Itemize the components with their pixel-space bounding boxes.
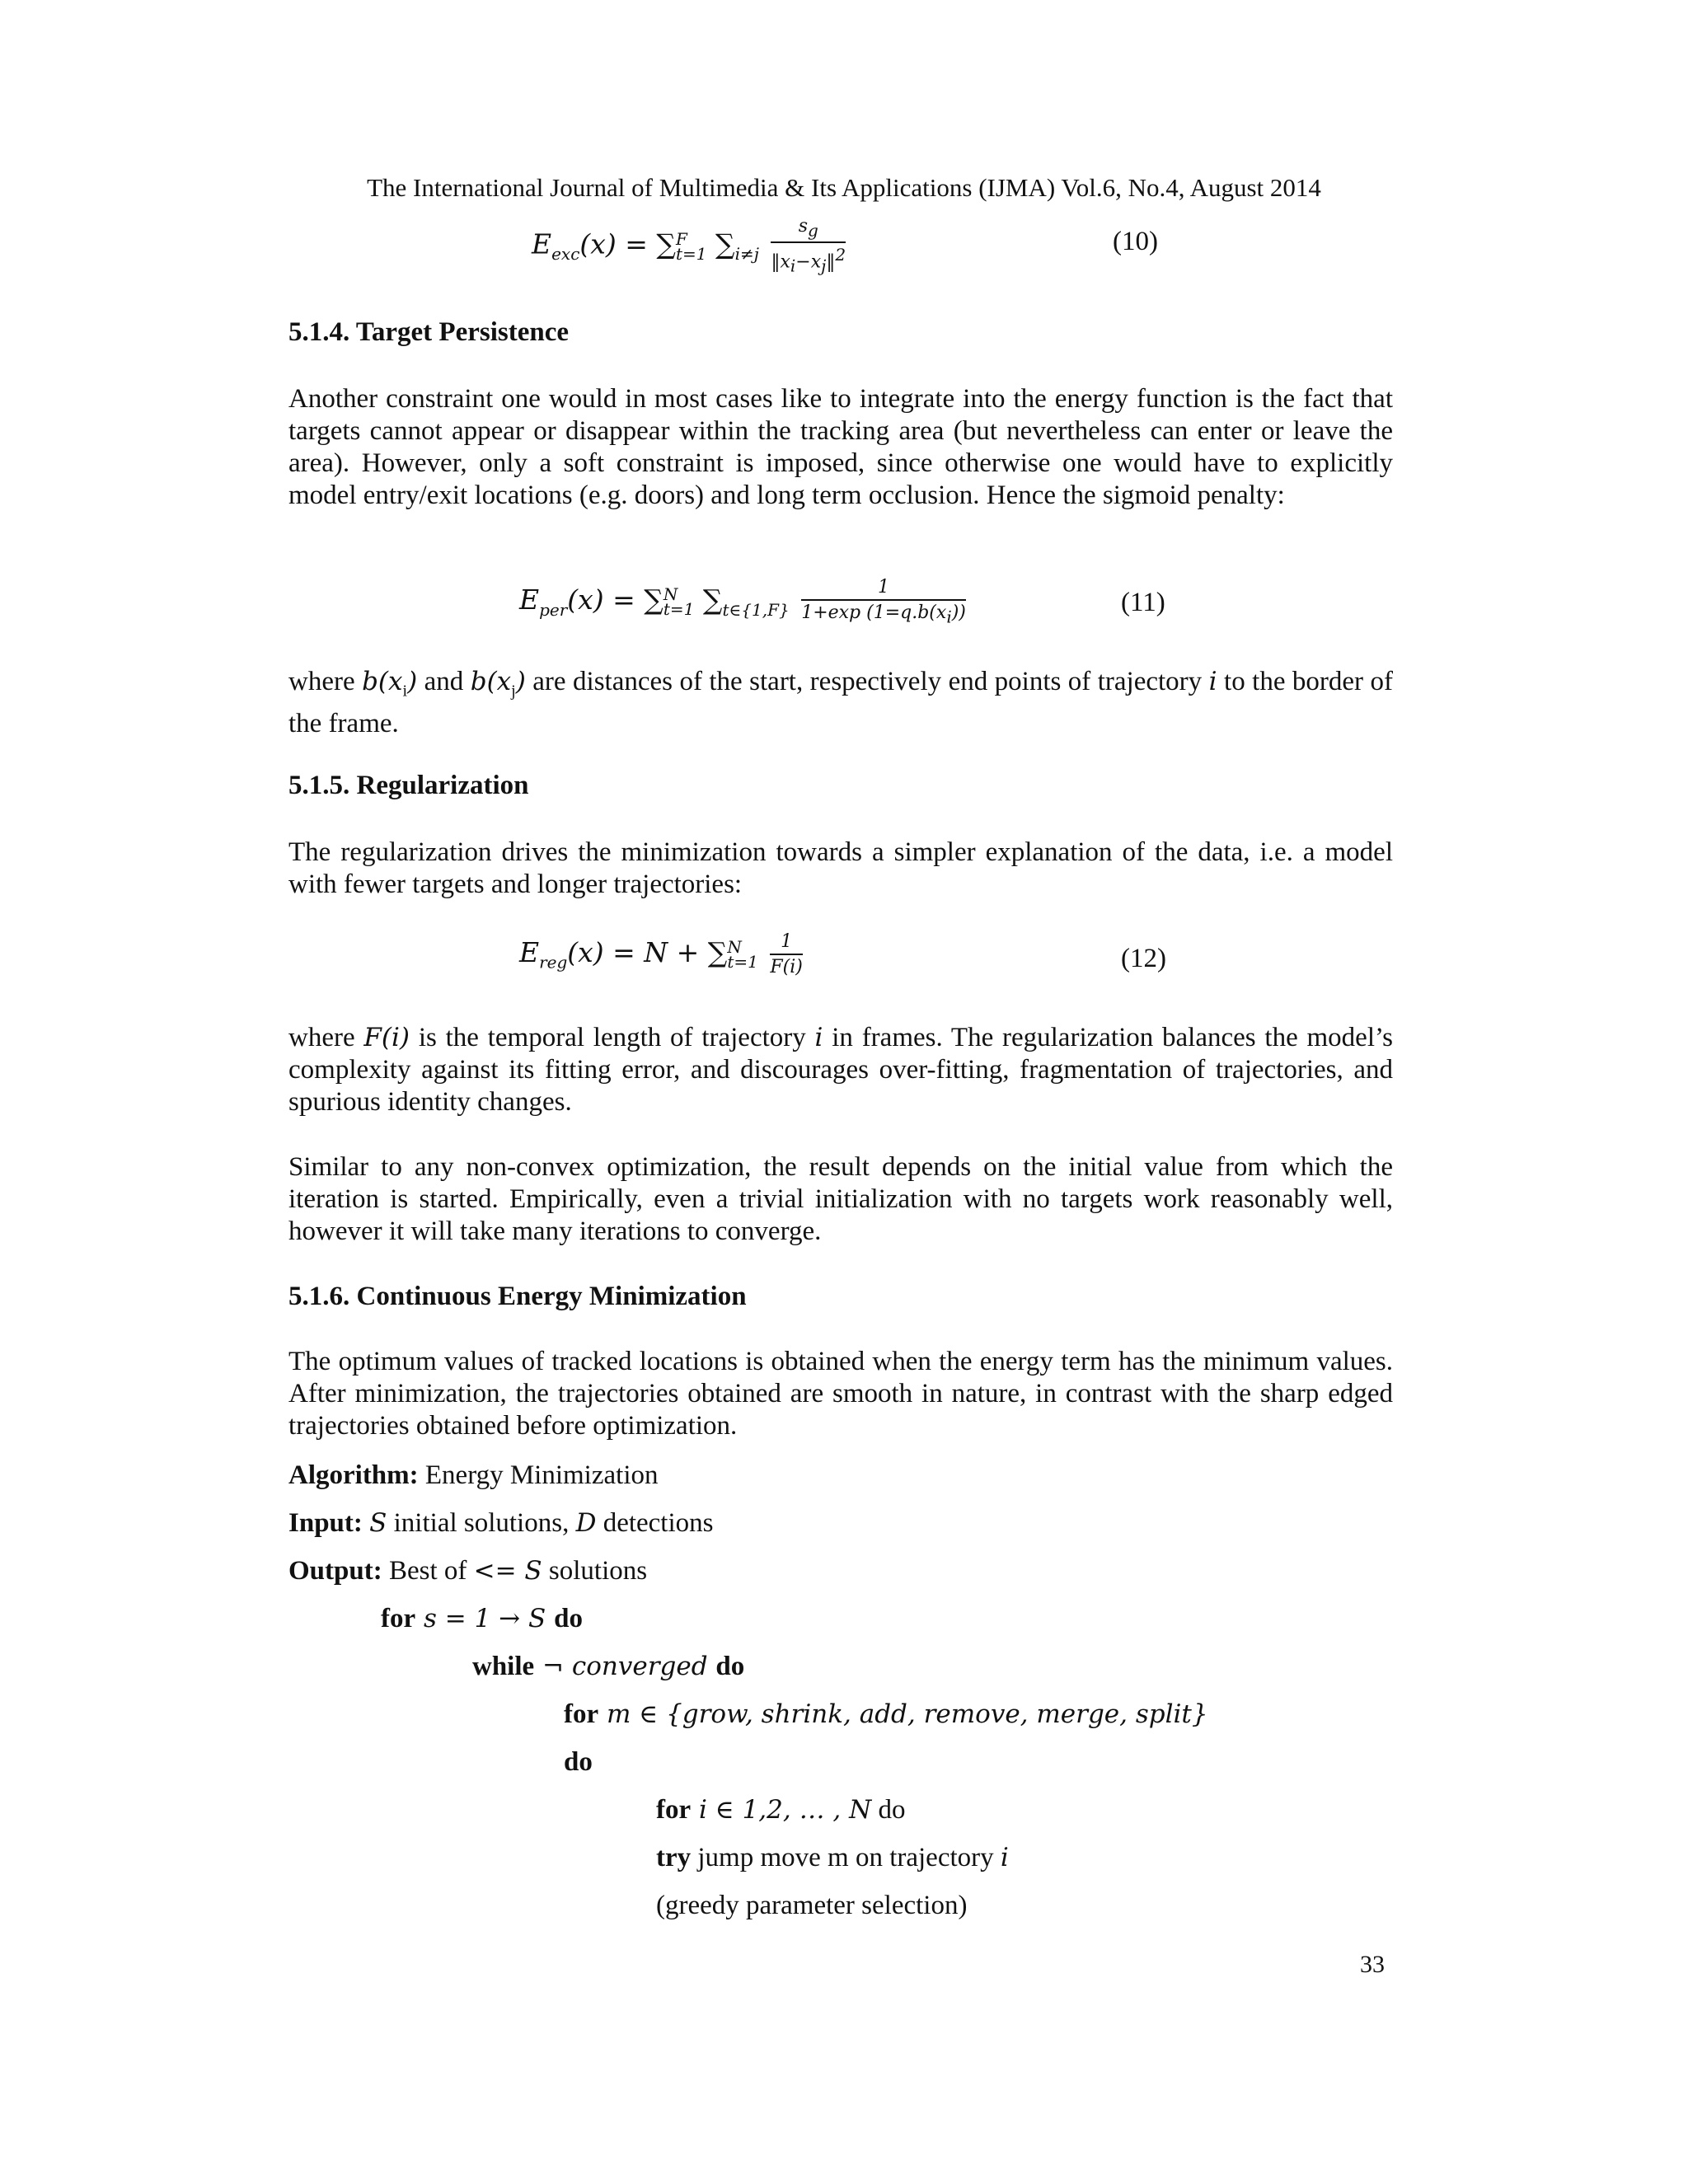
- algorithm-output: Output: Best of <= S solutions: [288, 1556, 648, 1586]
- algorithm-input: Input: S initial solutions, D detections: [288, 1508, 714, 1538]
- where-paragraph-2: where F(i) is the temporal length of trajectory i in frames. The regularization balances the model’s complexity against its fitting error, and discourages over-fitting, fragmentation of trajectories, and spurious identity changes.: [288, 1023, 1393, 1117]
- section-5-1-4-title: 5.1.4. Target Persistence: [288, 317, 570, 347]
- journal-header: The International Journal of Multimedia & Its Applications (IJMA) Vol.6, No.4, August 2014: [367, 173, 1321, 202]
- similar-paragraph: Similar to any non-convex optimization, the result depends on the initial value from which the iteration is started. Empirically, even a trivial initialization with no targets work reasonably well, however it will take many iterations to converge.: [288, 1152, 1393, 1246]
- algorithm-for-m: for m ∈ {grow, shrink, add, remove, merge, split}: [564, 1699, 1208, 1729]
- algorithm-greedy: (greedy parameter selection): [656, 1891, 968, 1920]
- where-paragraph-1: where $b(x_i)$ and $b(x_j)$ are distances of the start, respectively end points of trajectory i to the border of the frame.: [288, 667, 1393, 738]
- equation-11-number: (11): [1121, 588, 1165, 617]
- equation-10-number: (10): [1113, 227, 1158, 256]
- section-5-1-6-title: 5.1.6. Continuous Energy Minimization: [288, 1282, 747, 1311]
- algorithm-try: try jump move m on trajectory i: [656, 1843, 1009, 1872]
- equation-12: $E_{reg}(x) = N$ + ∑ N t=1 $\frac{1}{F(i)}$: [519, 931, 803, 977]
- section-5-1-5-title: 5.1.5. Regularization: [288, 771, 529, 800]
- algorithm-for-i: for i ∈ 1,2, … , N do: [656, 1795, 906, 1825]
- section-5-1-6-paragraph: The optimum values of tracked locations is obtained when the energy term has the minimum values. After minimization, the trajectories obtained are smooth in nature, in contrast with the sharp edged trajectories obtained before optimization.: [288, 1347, 1393, 1441]
- equation-11: $E_{per}(x)$ = ∑ N t=1 $\sum_{t\in\{1,F\}}$ $\frac{1}{1+\exp (1=q.b(x_i))}$: [519, 577, 966, 627]
- equation-12-number: (12): [1121, 944, 1166, 973]
- algorithm-while: while ¬ converged do: [472, 1652, 745, 1681]
- section-5-1-4-paragraph: Another constraint one would in most cases like to integrate into the energy function is the fact that targets cannot appear or disappear within the tracking area (but nevertheless can enter or leave the area). However, only a soft constraint is imposed, since otherwise one would have to explicitly model entry/exit locations (e.g. doors) and long term occlusion. Hence the sigmoid penalty:: [288, 384, 1393, 510]
- algorithm-for-s: for s = 1 → S do: [381, 1604, 583, 1633]
- algorithm-title: Algorithm: Energy Minimization: [288, 1460, 659, 1490]
- algorithm-do: do: [564, 1747, 593, 1777]
- section-5-1-5-paragraph: The regularization drives the minimization towards a simpler explanation of the data, i.e. a model with fewer targets and longer trajectories:: [288, 837, 1393, 899]
- equation-10: $E_{exc}(x)$ = ∑ F t=1 $\sum_{i\ne j}$ $\frac{s_g}{‖x_i-x_j‖^2}$: [532, 216, 846, 277]
- page-number: 33: [1360, 1951, 1385, 1978]
